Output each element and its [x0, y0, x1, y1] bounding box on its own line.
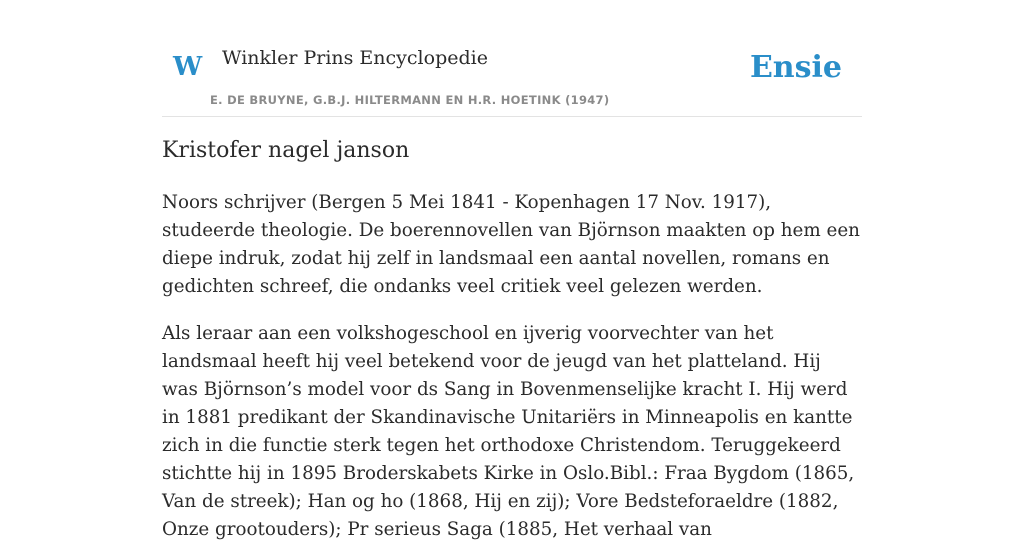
site-header: [162, 40, 862, 117]
article-paragraph: Noors schrijver (Bergen 5 Mei 1841 - Kopenhagen 17 Nov. 1917), studeerde theologie. De boerennovellen van Björnson maakten op hem een diepe indruk, zodat hij zelf in landsmaal een aantal novellen, romans en gedichten schreef, die ondanks veel critiek veel gelezen werden.: [162, 191, 860, 297]
w-logo-icon[interactable]: W: [173, 52, 203, 82]
article-title: Kristofer nagel janson: [162, 138, 410, 163]
ensie-logo[interactable]: Ensie: [749, 50, 842, 85]
article: [162, 136, 862, 544]
authors-line: E. DE BRUYNE, G.B.J. HILTERMANN EN H.R. HOETINK (1947): [210, 93, 610, 107]
site-title[interactable]: Winkler Prins Encyclopedie: [222, 47, 488, 69]
article-paragraph: Als leraar aan een volkshogeschool en ijverig voorvechter van het landsmaal heeft hij veel betekend voor de jeugd van het platteland. Hij was Björnson’s model voor ds Sang in Bovenmenselijke kracht I. Hij werd in 1881 predikant der Skandinavische Unitariërs in Minneapolis en kantte zich in die functie sterk tegen het orthodoxe Christendom. Teruggekeerd stichtte hij in 1895 Broderskabets Kirke in Oslo.Bibl.: Fraa Bygdom (1865, Van de streek); Han og ho (1868, Hij en zij); Vore Bedsteforaeldre (1882, Onze grootouders); Pr serieus Saga (1885, Het verhaal van: [162, 322, 855, 540]
